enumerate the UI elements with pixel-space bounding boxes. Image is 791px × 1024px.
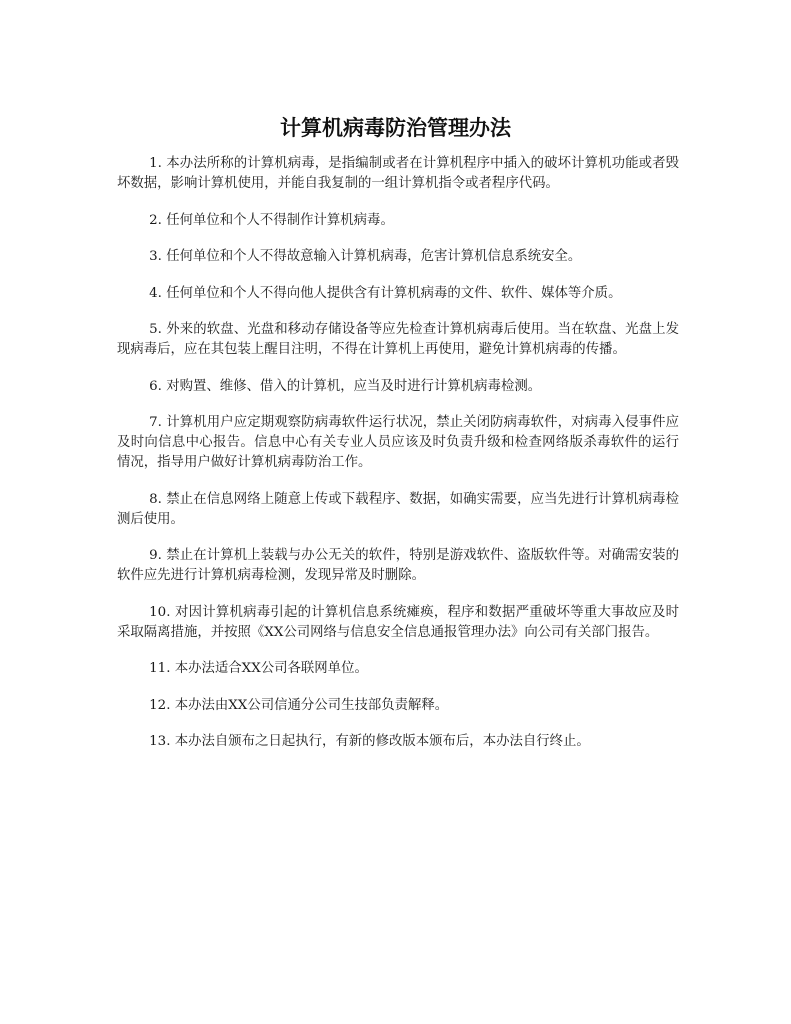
paragraph-3: 3. 任何单位和个人不得故意输入计算机病毒，危害计算机信息系统安全。 [149,249,582,264]
paragraph-7: 7. 计算机用户应定期观察防病毒软件运行状况，禁止关闭防病毒软件，对病毒入侵事件应及时向信息中心报告。信息中心有关专业人员应该及时负责升级和检查网络版杀毒软件的运行情况，指导用户做好计算机病毒防治工作。 [117,415,679,470]
paragraph-12: 12. 本办法由XX公司信通分公司生技部负责解释。 [149,697,449,713]
paragraph-10: 10. 对因计算机病毒引起的计算机信息系统瘫痪，程序和数据严重破坏等重大事故应及时采取隔离措施，并按照《XX公司网络与信息安全信息通报管理办法》向公司有关部门报告。 [117,604,679,640]
document-body [117,154,679,769]
paragraph-1: 1. 本办法所称的计算机病毒，是指编制或者在计算机程序中插入的破坏计算机功能或者毁坏数据，影响计算机使用，并能自我复制的一组计算机指令或者程序代码。 [117,156,679,191]
paragraph-6: 6. 对购置、维修、借入的计算机，应当及时进行计算机病毒检测。 [149,378,542,394]
paragraph-11: 11. 本办法适合XX公司各联网单位。 [149,661,368,676]
paragraph-5: 5. 外来的软盘、光盘和移动存储设备等应先检查计算机病毒后使用。当在软盘、光盘上发现病毒后，应在其包装上醒目注明，不得在计算机上再使用，避免计算机病毒的传播。 [117,322,679,357]
document-title: 计算机病毒防治管理办法 [280,116,511,140]
paragraph-8: 8. 禁止在信息网络上随意上传或下载程序、数据，如确实需要，应当先进行计算机病毒检测后使用。 [117,491,679,527]
paragraph-4: 4. 任何单位和个人不得向他人提供含有计算机病毒的文件、软件、媒体等介质。 [149,285,622,301]
paragraph-13: 13. 本办法自颁布之日起执行，有新的修改版本颁布后，本办法自行终止。 [149,734,590,749]
paragraph-2: 2. 任何单位和个人不得制作计算机病毒。 [149,212,394,228]
paragraph-9: 9. 禁止在计算机上装载与办公无关的软件，特别是游戏软件、盗版软件等。对确需安装的软件应先进行计算机病毒检测，发现异常及时删除。 [117,548,679,583]
